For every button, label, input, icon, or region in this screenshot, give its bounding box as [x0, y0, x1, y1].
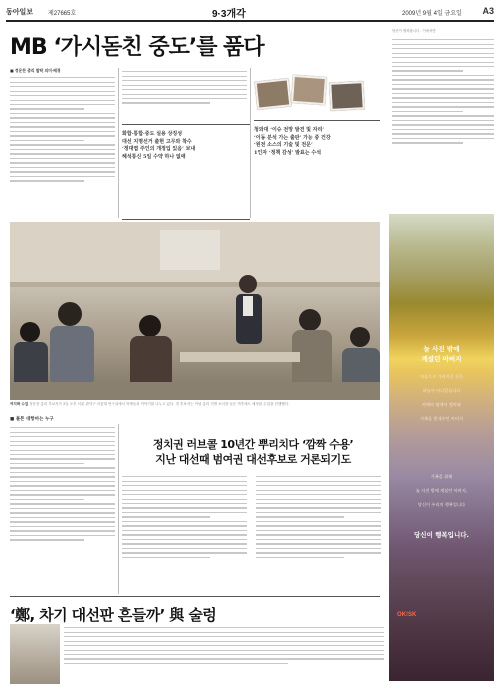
section-rule: [10, 596, 380, 597]
ad-text-line: 계셨던 아버지: [421, 355, 462, 363]
newspaper-logo: 동아일보: [6, 9, 34, 16]
pull-quote-line: 청와대 ‘이슈 전망 발견 및 자리’: [254, 127, 325, 133]
ad-text-line: 가족을 빛내주던 아버지: [419, 416, 464, 421]
photo-caption: [10, 402, 380, 407]
pull-quote-box-2: [254, 120, 380, 218]
article-subhead: ■ 정운찬 총리 발탁 의미·배경: [10, 68, 61, 73]
column-divider: [250, 68, 251, 218]
pull-quote-line: ‘이동 분석 가는 출판’ 가능 중 건강: [254, 134, 331, 141]
pull-quote: [122, 131, 250, 161]
secondary-headline: [122, 437, 384, 467]
article-column-3: [392, 36, 494, 208]
ok-sk-logo: OK!SK: [397, 612, 417, 618]
pull-quote-line: ‘원전 소스의 기술 및 전문’: [254, 142, 313, 148]
issue-date: 2009년 9월 4일 금요일: [402, 11, 462, 17]
portrait-photo: [10, 624, 60, 684]
masthead-rule: [6, 20, 494, 22]
ad-tagline: 당신이 행복입니다.: [414, 531, 469, 539]
snapshot-photo: [291, 75, 327, 105]
ad-text-line: 카메라 옆에서 엄마와: [421, 402, 462, 407]
article-body-lines: [64, 627, 384, 664]
article-column-4: [10, 424, 115, 594]
tertiary-headline: ‘鄭, 차기 대선판 흔들까’ 與 술렁: [10, 606, 217, 624]
pull-quote-line: ‘정대엽 주인의 개정입 있음’ 보내: [122, 146, 196, 152]
column-divider: [118, 424, 119, 594]
photo-strip: [254, 72, 380, 117]
article-body-lines: [10, 77, 115, 182]
article-column-1: [10, 68, 115, 218]
ad-text-line: 늘 사진 밖에: [423, 345, 460, 353]
section-title: 9·3개각: [212, 9, 246, 20]
advertisement: [389, 214, 494, 681]
article-column-5: [122, 473, 247, 593]
right-rail-tagline: 당신이 행복합니다 . 이에서만: [392, 29, 436, 33]
column-divider: [118, 68, 119, 218]
pull-quote-line: 1인자 ‘정책 감성’ 발표는 수석: [254, 149, 322, 156]
article-column-2: [122, 68, 247, 123]
pull-quote-line: 대선 지명선거 출현 고무와 착수: [122, 138, 192, 145]
secondary-headline-line-2: 지난 대선때 범여권 대선후보로 거론되기도: [155, 453, 351, 466]
caption-lead: 여지박 수업: [10, 402, 29, 406]
article-body-lines: [256, 476, 381, 558]
article-body-lines: [122, 71, 247, 104]
masthead: [6, 5, 494, 19]
article-body-lines: [10, 427, 115, 541]
article-body-lines: [122, 476, 247, 558]
snapshot-photo: [255, 78, 292, 109]
article-body-lines: [392, 39, 494, 144]
pull-quote-box: [122, 124, 250, 220]
ad-text-line: 늘 사진 밖에 계셨던 아버지,: [415, 488, 468, 493]
article-subhead-2: ■ 볼튼 대항마는 누구: [10, 417, 54, 422]
page-number: A3: [482, 6, 494, 16]
pull-quote: [254, 127, 380, 157]
ad-text-line: 하늘이 아니었습니다: [422, 388, 461, 393]
issue-number: 제27665호: [48, 11, 77, 17]
main-photo: [10, 222, 380, 400]
caption-text: 정운찬 총리 후보자가 3일 오후 서울 관악구 서울대 연구실에서 학생들과 이야기를 나누고 있다. 정 후보자는 이날 총리 지명 소식을 들은 직후에도 예정된 수업을 진행했다.: [29, 402, 290, 406]
ad-text-line: 가족을 위해: [430, 474, 453, 479]
main-headline: MB ‘가시돋친 중도’를 품다: [10, 35, 264, 60]
ad-text-line: 당신이 우리의 행복입니다: [417, 502, 466, 507]
snapshot-photo: [329, 81, 364, 111]
pull-quote-line: 헤석통신 5일 수약 하나 없애: [122, 153, 186, 160]
classroom-photo: [10, 222, 380, 400]
pull-quote-line: 화합·통합·중도 실용 상징성: [122, 131, 183, 137]
article-column-6: [256, 473, 381, 593]
ad-text-line: 처음으로 가리키신 곳은: [419, 374, 464, 379]
article-column-7: [64, 624, 384, 686]
secondary-headline-line-1: 정치권 러브콜 10년간 뿌리치다 ‘깜짝 수용’: [152, 438, 354, 451]
